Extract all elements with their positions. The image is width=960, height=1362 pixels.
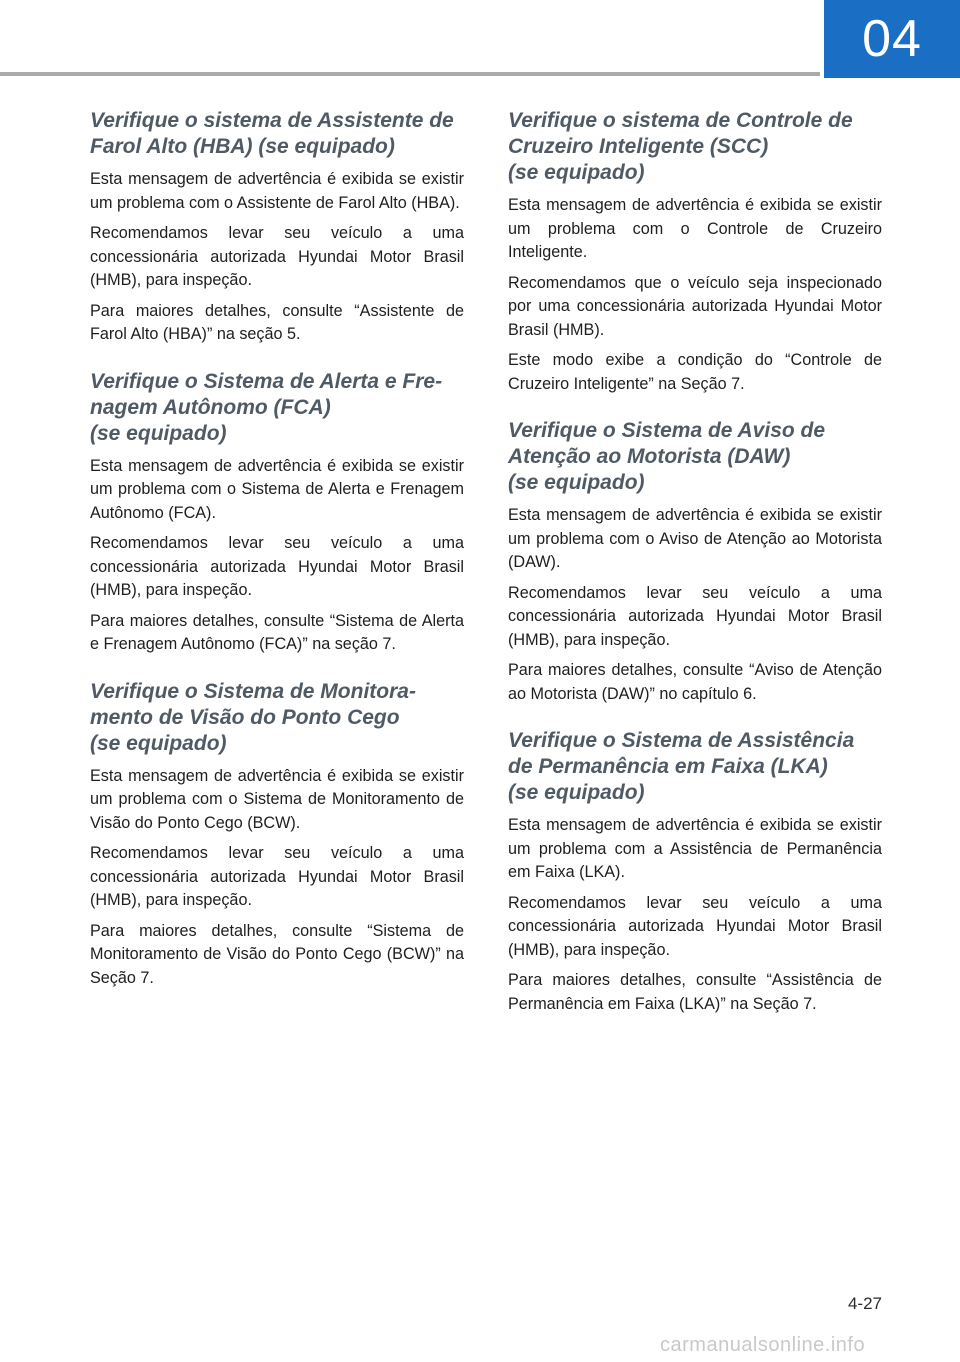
header-rule <box>0 72 820 76</box>
paragraph: Esta mensagem de advertência é exibida se existir um problema com a Assistência de Permanência em Faixa (LKA). <box>508 816 882 881</box>
chapter-number: 04 <box>862 10 922 68</box>
section-heading: Verifique o Sistema de Alerta e Fre- nagem Autônomo (FCA) (se equipado) <box>90 369 443 445</box>
paragraph: Recomendamos levar seu veículo a uma concessionária autorizada Hyundai Motor Brasil (HMB), para inspeção. <box>90 844 464 909</box>
section-daw <box>508 418 882 706</box>
section-bcw <box>90 679 464 991</box>
section-hba <box>90 108 464 347</box>
section-fca <box>90 369 464 657</box>
paragraph: Para maiores detalhes, consulte “Assistência de Permanência em Faixa (LKA)” na Seção 7. <box>508 971 882 1013</box>
paragraph: Recomendamos levar seu veículo a uma concessionária autorizada Hyundai Motor Brasil (HMB), para inspeção. <box>90 534 464 599</box>
section-heading: Verifique o Sistema de Aviso de Atenção ao Motorista (DAW) (se equipado) <box>508 419 826 494</box>
paragraph: Para maiores detalhes, consulte “Assistente de Farol Alto (HBA)” na seção 5. <box>90 301 464 343</box>
paragraph: Recomendamos que o veículo seja inspecionado por uma concessionária autorizada Hyundai Motor Brasil (HMB). <box>508 273 882 339</box>
section-heading: Verifique o sistema de Assistente de Farol Alto (HBA) (se equipado) <box>90 109 454 158</box>
paragraph: Recomendamos levar seu veículo a uma concessionária autorizada Hyundai Motor Brasil (HMB), para inspeção. <box>508 583 882 649</box>
paragraph: Esta mensagem de advertência é exibida se existir um problema com o Controle de Cruzeiro Inteligente. <box>508 196 882 261</box>
section-lka <box>508 728 882 1016</box>
paragraph: Esta mensagem de advertência é exibida se existir um problema com o Assistente de Farol Alto (HBA). <box>90 170 464 212</box>
page-number: 4-27 <box>847 1294 882 1313</box>
paragraph: Para maiores detalhes, consulte “Sistema de Monitoramento de Visão do Ponto Cego (BCW)” na Seção 7. <box>90 921 464 987</box>
paragraph: Esta mensagem de advertência é exibida se existir um problema com o Sistema de Monitoramento de Visão do Ponto Cego (BCW). <box>90 766 464 832</box>
paragraph: Para maiores detalhes, consulte “Sistema de Alerta e Frenagem Autônomo (FCA)” na seção 7. <box>90 611 464 653</box>
watermark-text: carmanualsonline.info <box>660 1334 866 1356</box>
paragraph: Para maiores detalhes, consulte “Aviso de Atenção ao Motorista (DAW)” no capítulo 6. <box>508 661 882 703</box>
paragraph: Recomendamos levar seu veículo a uma concessionária autorizada Hyundai Motor Brasil (HMB), para inspeção. <box>90 224 464 289</box>
paragraph: Este modo exibe a condição do “Controle de Cruzeiro Inteligente” na Seção 7. <box>508 351 882 393</box>
section-heading: Verifique o sistema de Controle de Cruzeiro Inteligente (SCC) (se equipado) <box>508 109 853 184</box>
section-heading: Verifique o Sistema de Assistência de Permanência em Faixa (LKA) (se equipado) <box>508 729 855 804</box>
section-scc <box>508 108 882 396</box>
paragraph: Esta mensagem de advertência é exibida se existir um problema com o Aviso de Atenção ao Motorista (DAW). <box>508 506 882 571</box>
chapter-tab <box>824 0 960 78</box>
section-heading: Verifique o Sistema de Monitora- mento de Visão do Ponto Cego (se equipado) <box>90 679 416 755</box>
paragraph: Esta mensagem de advertência é exibida se existir um problema com o Sistema de Alerta e Frenagem Autônomo (FCA). <box>90 456 464 522</box>
right-column <box>508 108 882 1038</box>
left-column <box>90 108 464 1012</box>
paragraph: Recomendamos levar seu veículo a uma concessionária autorizada Hyundai Motor Brasil (HMB), para inspeção. <box>508 893 882 959</box>
